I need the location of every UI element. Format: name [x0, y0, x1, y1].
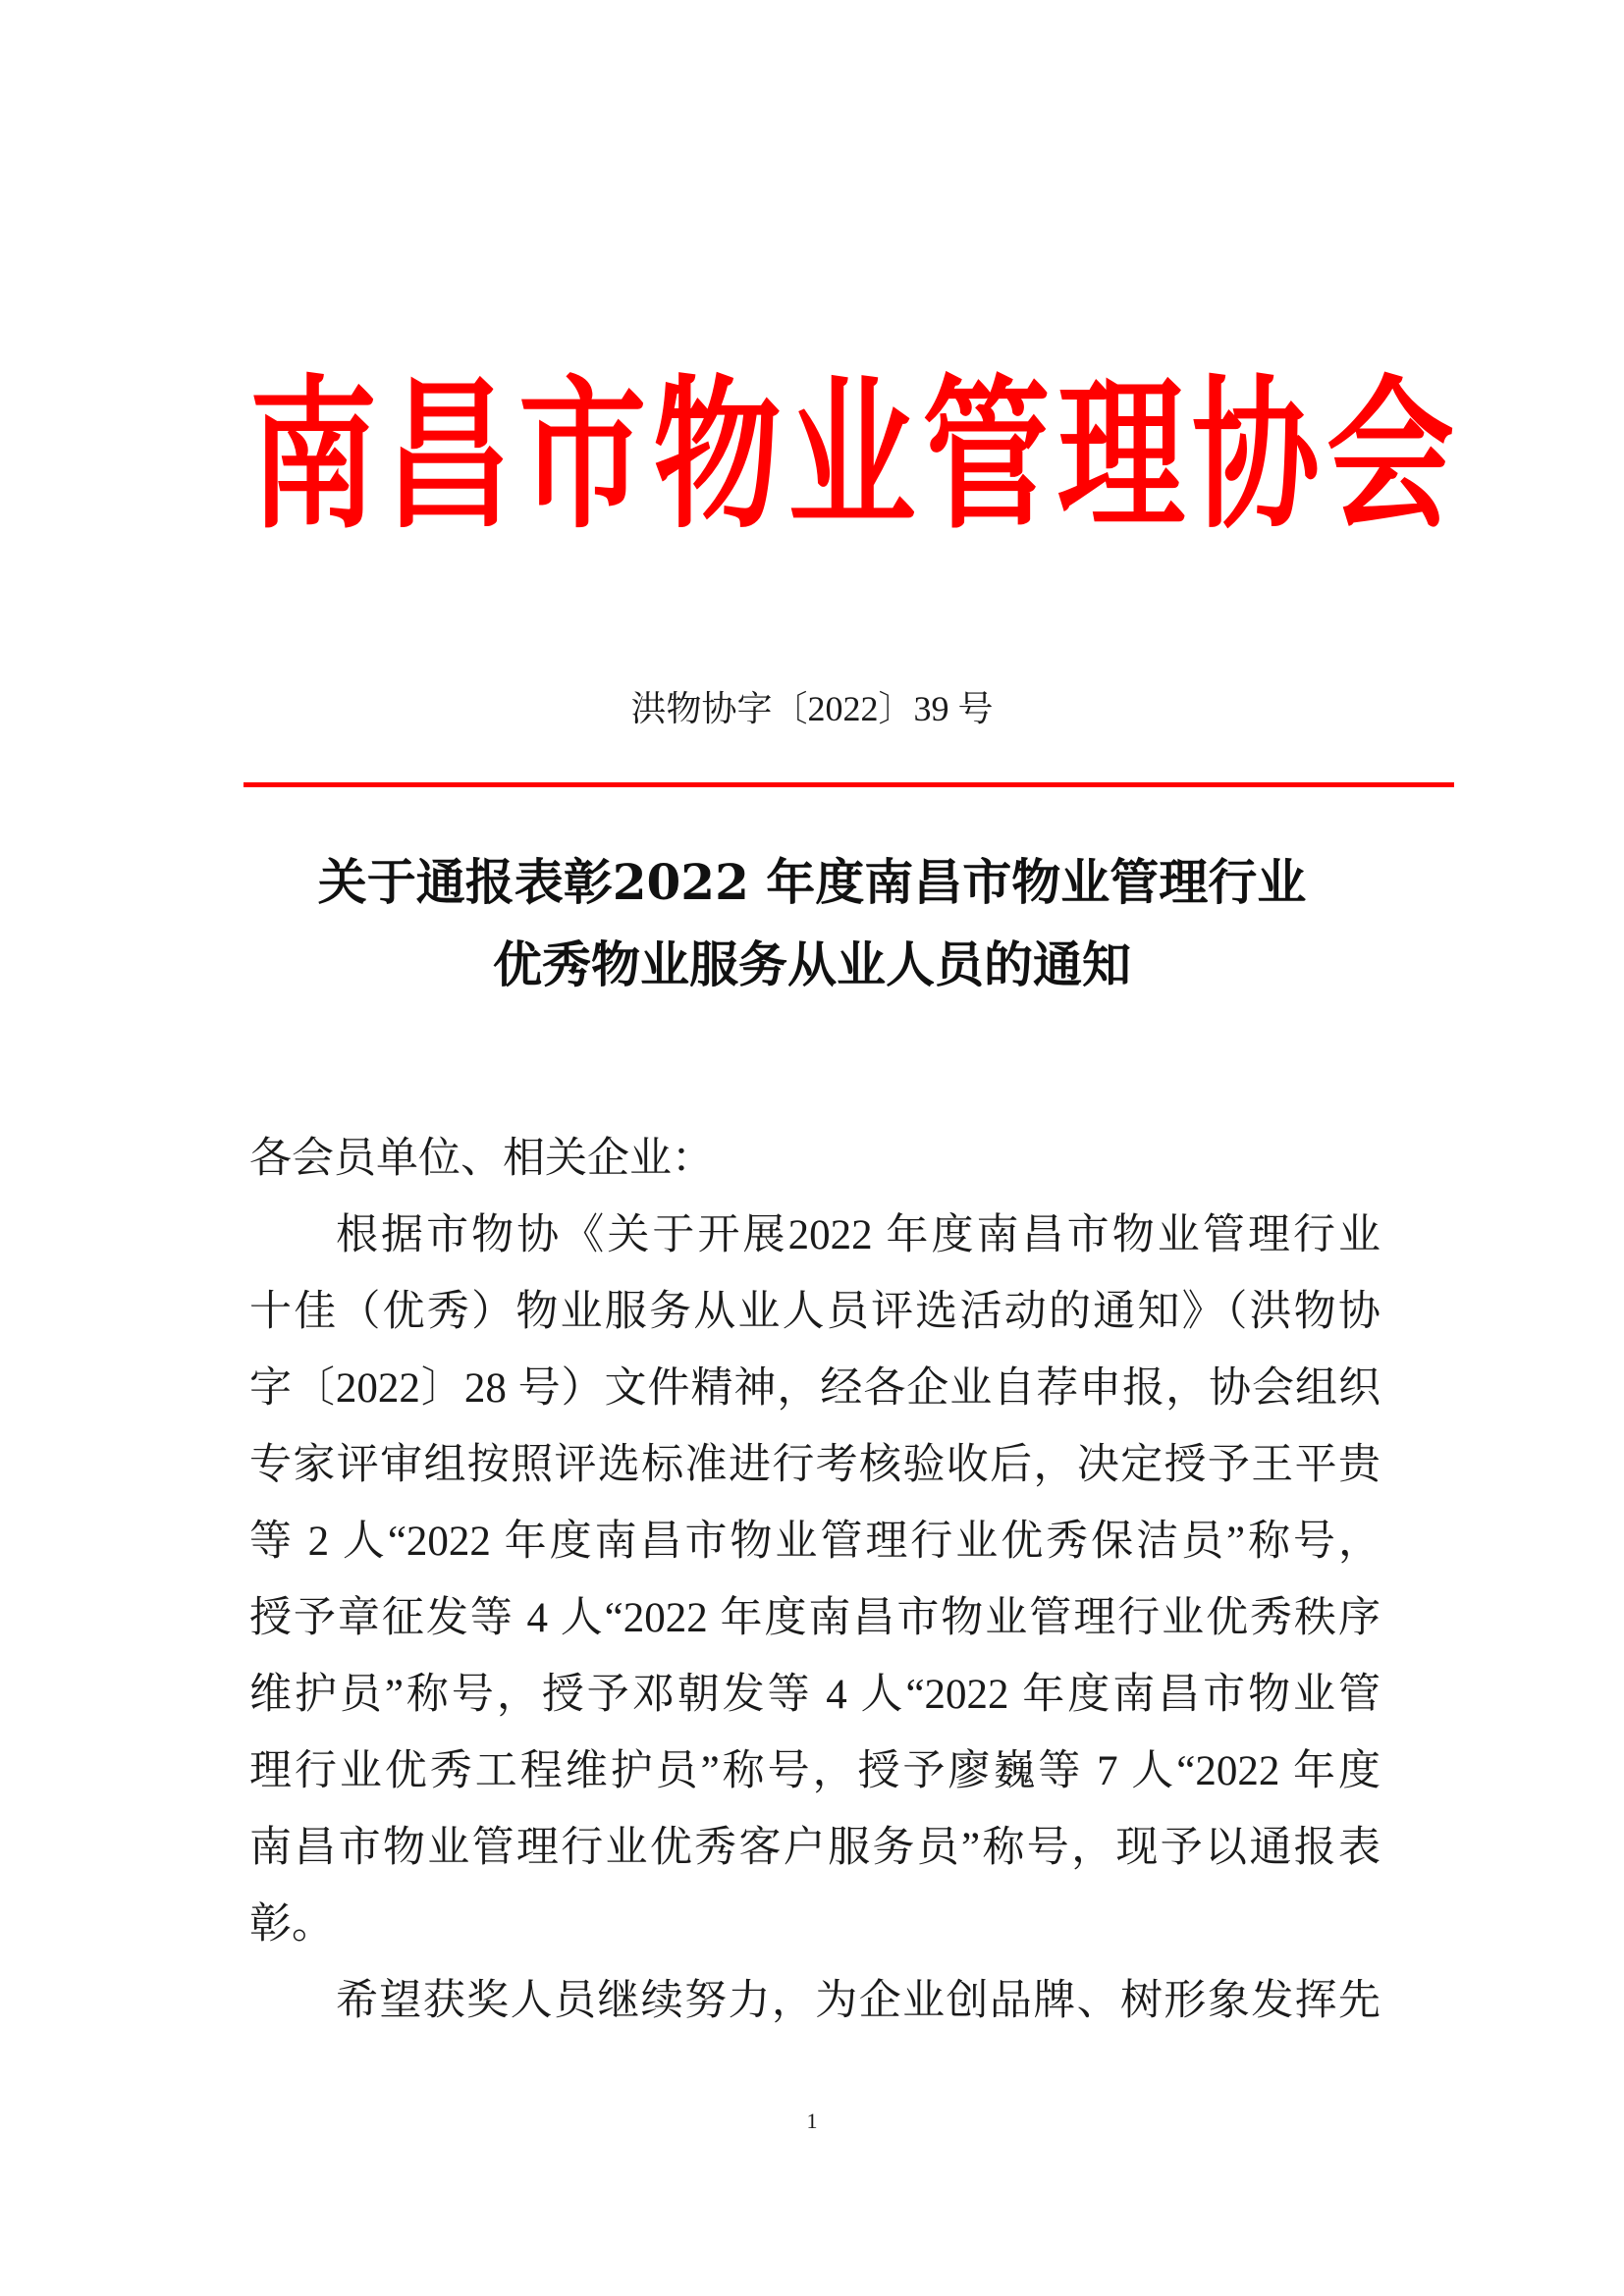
- document-title-line: 关于通报表彰2022 年度南昌市物业管理行业: [317, 853, 1307, 911]
- paragraph-line: 希望获奖人员继续努力，为企业创品牌、树形象发挥先: [336, 1978, 1380, 2024]
- document-number: 洪物协字〔2022〕39 号: [630, 689, 994, 728]
- paragraph-line: 理行业优秀工程维护员”称号，授予廖巍等 7 人“2022 年度: [249, 1748, 1380, 1794]
- page-number: 1: [806, 2109, 818, 2133]
- issuing-organization-header: 南昌市物业管理协会: [249, 359, 1454, 552]
- document-title-line: 优秀物业服务从业人员的通知: [493, 935, 1131, 993]
- document-body: [249, 1121, 1380, 2040]
- paragraph-line: 字〔2022〕28 号）文件精神，经各企业自荐申报，协会组织: [249, 1365, 1380, 1412]
- red-header-rule: [244, 782, 1454, 787]
- paragraph-line: 等 2 人“2022 年度南昌市物业管理行业优秀保洁员”称号，: [249, 1519, 1380, 1565]
- salutation: 各会员单位、相关企业：: [249, 1136, 714, 1182]
- paragraph-line: 维护员”称号，授予邓朝发等 4 人“2022 年度南昌市物业管: [249, 1672, 1380, 1718]
- paragraph-line: 授予章征发等 4 人“2022 年度南昌市物业管理行业优秀秩序: [249, 1595, 1380, 1641]
- paragraph-line: 专家评审组按照评选标准进行考核验收后，决定授予王平贵: [249, 1442, 1380, 1488]
- paragraph-line: 根据市物协《关于开展2022 年度南昌市物业管理行业: [336, 1212, 1380, 1258]
- paragraph-line: 十佳（优秀）物业服务从业人员评选活动的通知》（洪物协: [249, 1289, 1380, 1335]
- paragraph-line: 彰。: [249, 1901, 334, 1948]
- document-title: [0, 841, 1624, 1006]
- paragraph-line: 南昌市物业管理行业优秀客户服务员”称号，现予以通报表: [249, 1825, 1380, 1871]
